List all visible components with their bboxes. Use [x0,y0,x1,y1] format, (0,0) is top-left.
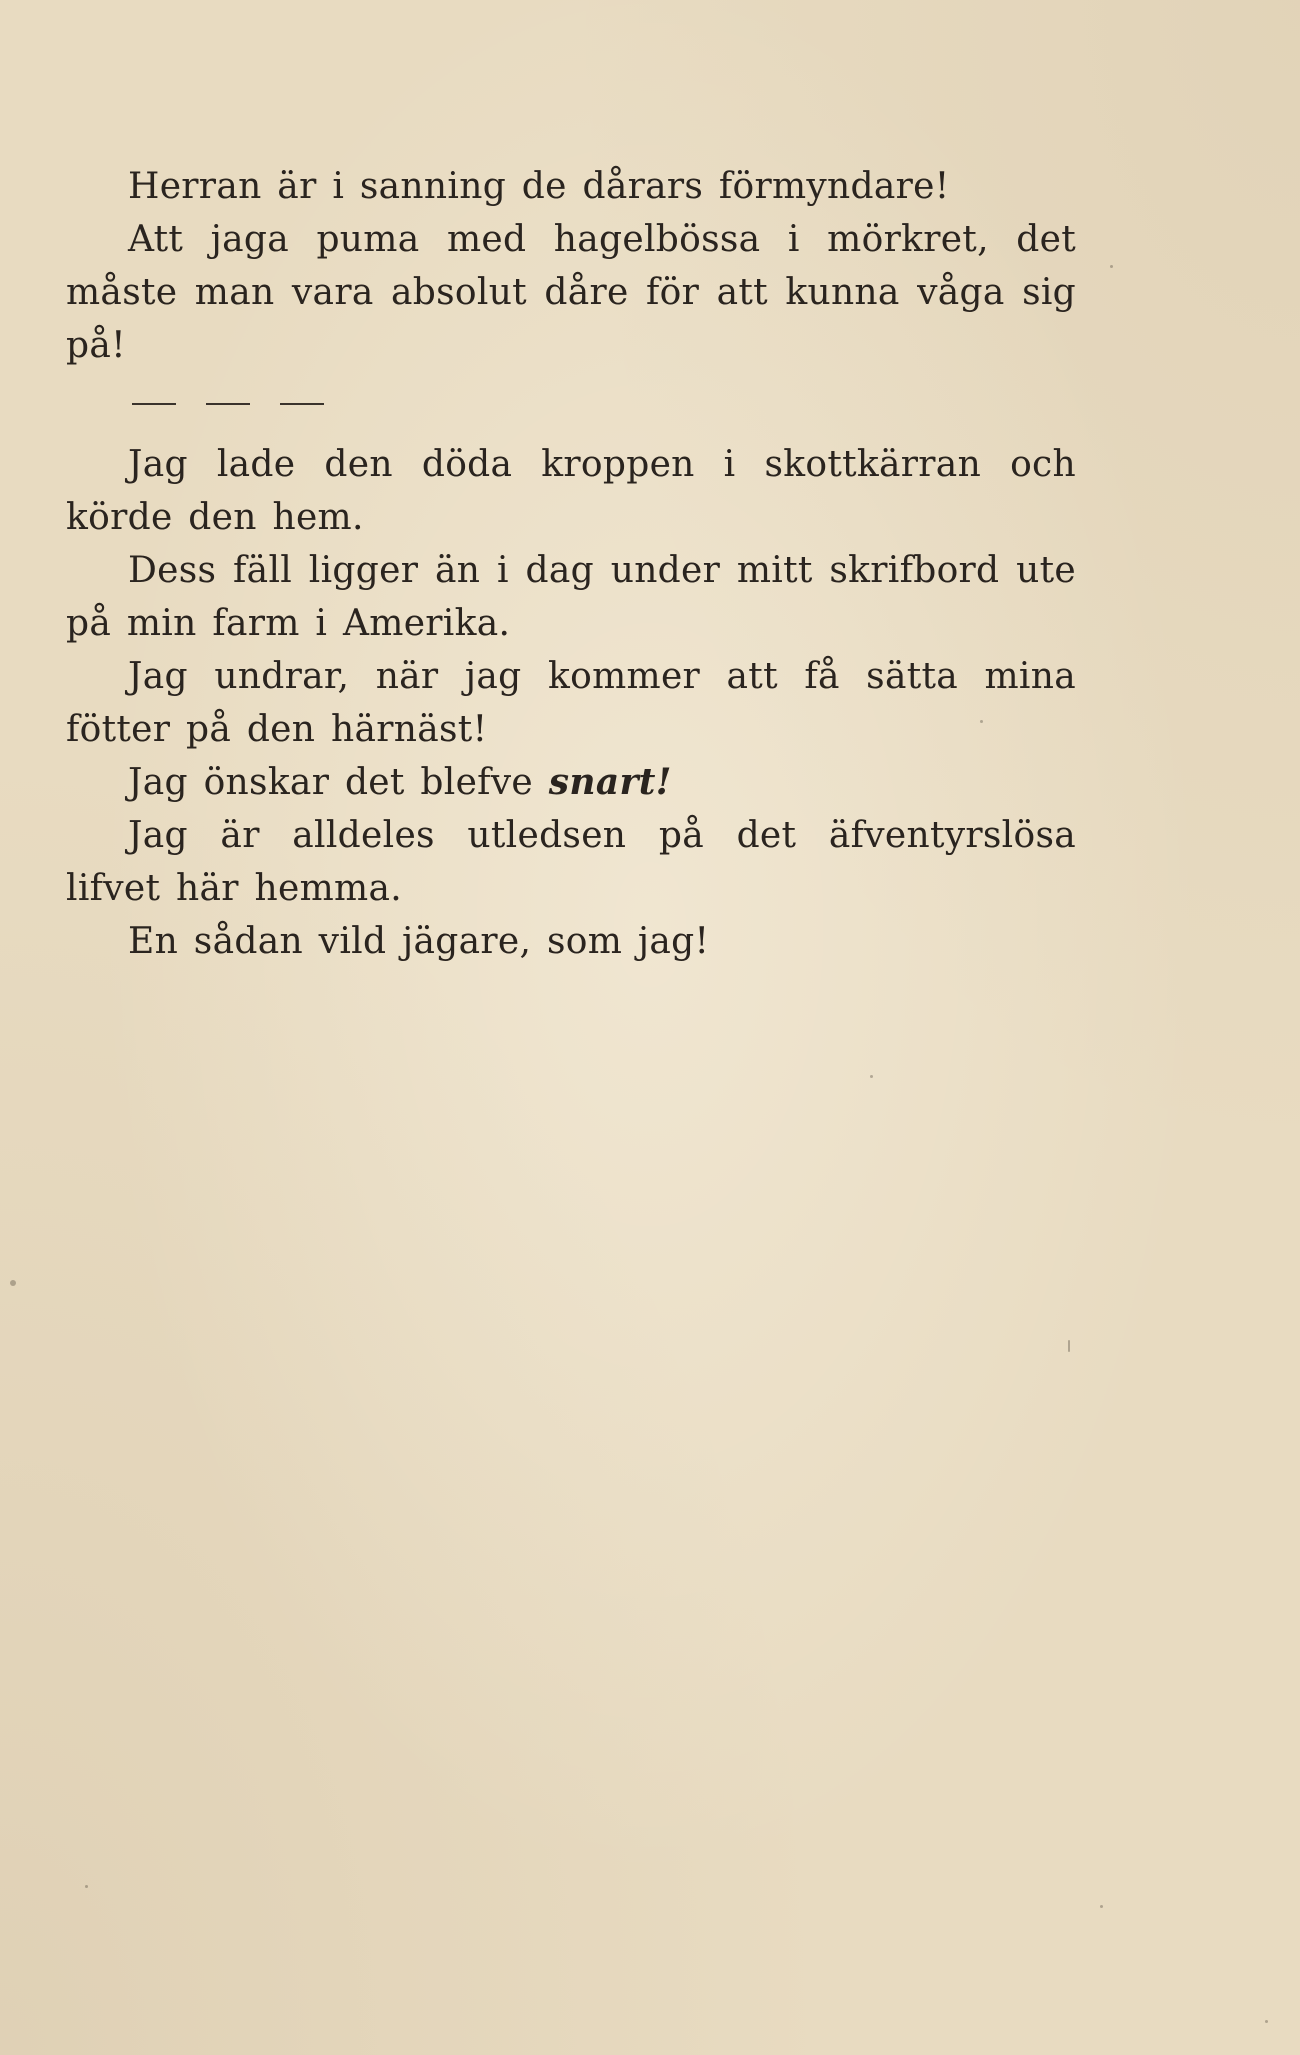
paper-speck [1068,1340,1070,1352]
paper-speck [10,1280,16,1286]
paragraph-7: Jag är alldeles utledsen på det äfventyrslösa lifvet här hemma. [66,815,1076,909]
paper-speck [870,1075,873,1078]
paper-speck [1265,2020,1268,2023]
paragraph-8: En sådan vild jägare, som jag! [128,921,710,962]
paragraph-4: Dess fäll ligger än i dag under mitt skrifbord ute på min farm i Amerika. [66,550,1076,644]
paper-speck [1100,1905,1103,1908]
section-break [132,394,1076,414]
section-break-dash [280,403,324,405]
section-break-dash [132,403,176,405]
paragraph-1: Herran är i sanning de dårars förmyndare! [128,166,950,207]
paper-speck [85,1885,88,1888]
wish-line-emphasis: snart! [548,761,672,803]
wish-line-text: Jag önskar det blefve [128,762,549,803]
paper-speck [1110,265,1113,268]
paragraph-5: Jag undrar, när jag kommer att få sätta mina fötter på den härnäst! [66,656,1076,750]
page-text [66,160,1076,968]
section-break-dash [206,403,250,405]
paragraph-3: Jag lade den döda kroppen i skottkärran och körde den hem. [66,444,1076,538]
paper-speck [980,720,983,723]
paragraph-6 [66,756,1076,809]
paragraph-2: Att jaga puma med hagelbössa i mörkret, det måste man vara absolut dåre för att kunna våga sig på! [66,219,1076,366]
